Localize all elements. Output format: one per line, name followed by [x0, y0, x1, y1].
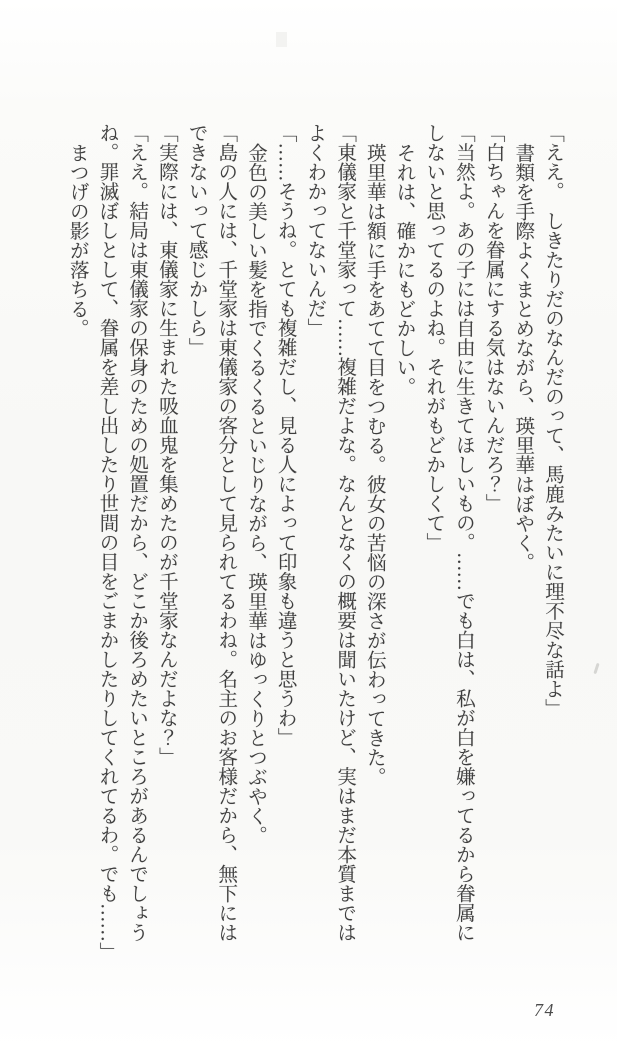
text-column: 「ええ。結局は東儀家の保身のための処置だから、どこか後ろめたいところがあるんでしょう — [126, 123, 148, 942]
text-column: ね。罪滅ぼしとして、眷属を差し出したり世間の目をごまかしたりしてくれてるわ。でも……」 — [96, 123, 118, 962]
text-column: それは、確かにもどかしい。 — [393, 142, 415, 396]
text-column: 金色の美しい髪を指でくるくるといじりながら、瑛里華はゆっくりとつぶやく。 — [244, 142, 266, 845]
scan-artifact — [276, 32, 287, 47]
text-column: 「東儀家と千堂家って……複雑だよな。なんとなくの概要は聞いたけど、実はまだ本質までは — [334, 123, 356, 942]
text-column: 書類を手際よくまとめながら、瑛里華はぼやく。 — [512, 142, 534, 572]
scan-artifact — [593, 663, 599, 674]
text-column: 「白ちゃんを眷属にする気はないんだろ？」 — [482, 123, 504, 513]
text-column: まつげの影が落ちる。 — [66, 142, 88, 338]
text-column: 「当然よ。あの子には自由に生きてほしいもの。……でも白は、私が白を嫌ってるから眷属に — [452, 123, 474, 942]
page-number: 74 — [534, 1000, 555, 1020]
text-column: しないと思ってるのよね。それがもどかしくて」 — [423, 123, 445, 552]
text-column: 「……そうね。とても複雑だし、見る人によって印象も違うと思うわ」 — [274, 123, 296, 747]
text-column: 瑛里華は額に手をあてて目をつむる。彼女の苦悩の深さが伝わってきた。 — [363, 142, 385, 786]
text-column: 「ええ。 しきたりだのなんだのって、馬鹿みたいに理不尽な話よ」 — [542, 123, 563, 718]
text-column: 「実際には、東儀家に生まれた吸血鬼を集めたのが千堂家なんだよな？」 — [155, 123, 177, 767]
text-column: よくわかってないんだ」 — [304, 123, 326, 338]
vertical-text-block — [62, 123, 567, 968]
text-column: 「島の人には、千堂家は東儀家の客分として見られてるわね。名主のお客様だから、無下には — [215, 123, 237, 942]
text-column: できないって感じかしら」 — [185, 123, 207, 357]
